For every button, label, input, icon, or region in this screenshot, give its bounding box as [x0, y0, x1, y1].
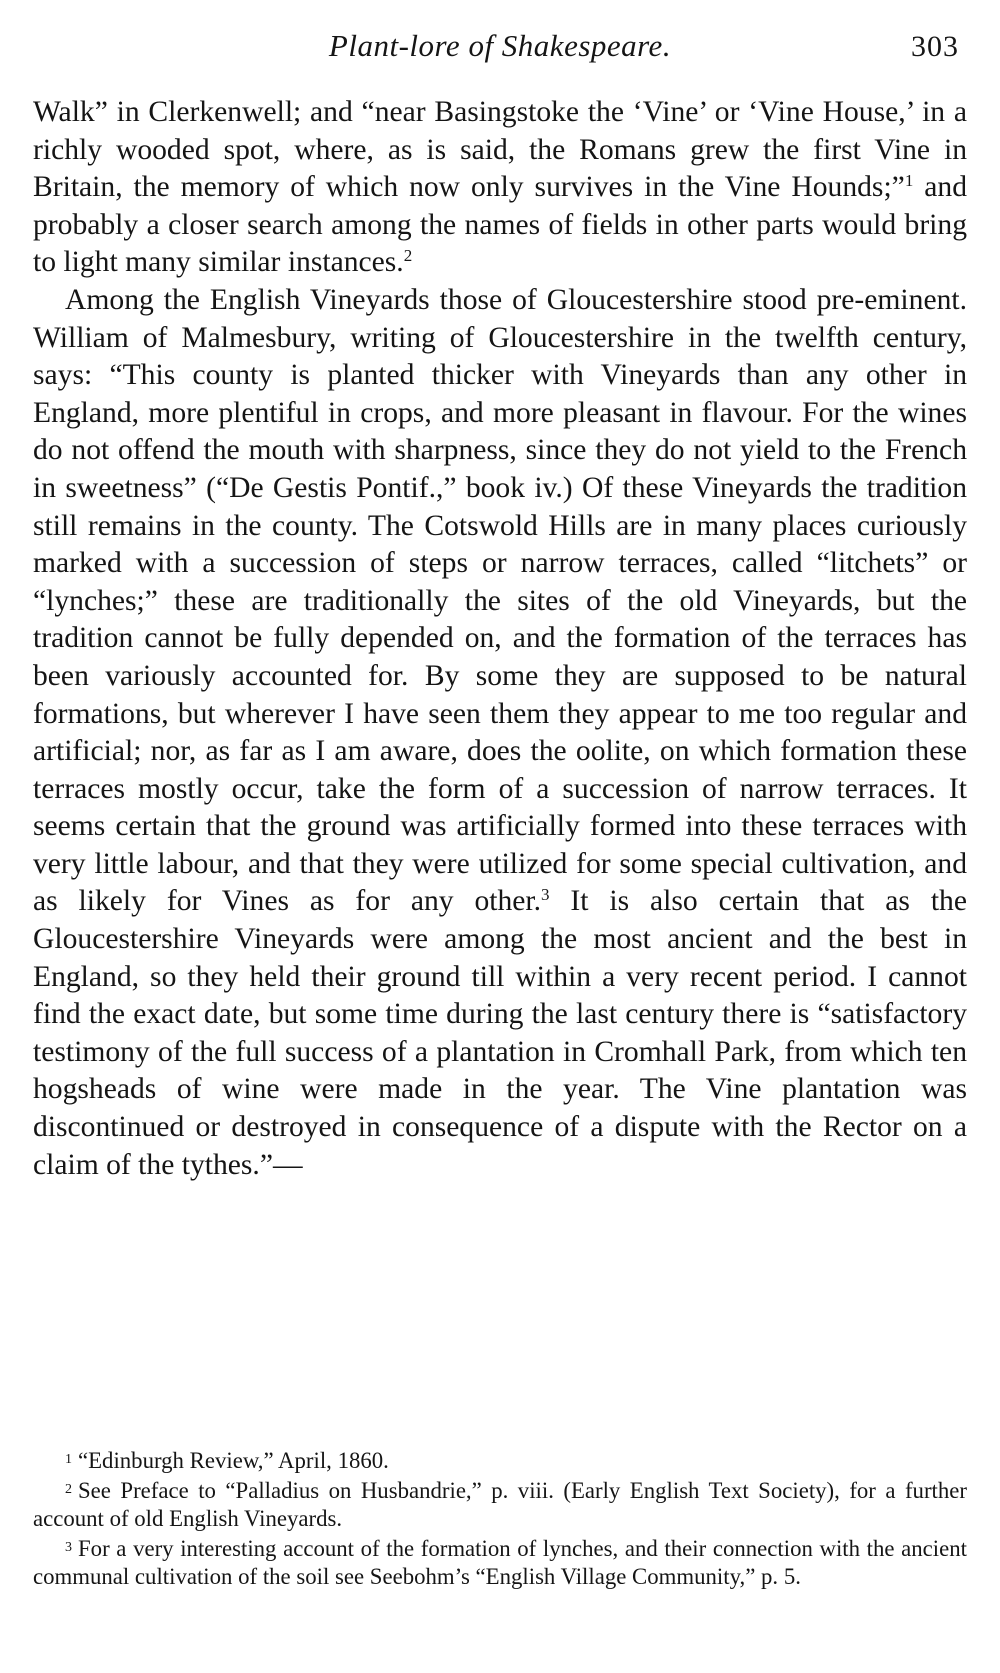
footnote-3	[33, 1534, 967, 1592]
paragraph-continuation	[33, 94, 967, 282]
footnote-1	[33, 1446, 967, 1476]
footnote-2-mark: 2	[65, 1481, 72, 1497]
paragraph-1-text-a: Walk” in Clerkenwell; and “near Basingstoke the ‘Vine’ or ‘Vine House,’ in a richly wooded spot, where, as is said, the Romans grew the first Vine in Britain, the memory of which now only survives in the Vine Hounds;”	[33, 96, 967, 204]
footnote-1-mark: 1	[65, 1452, 72, 1467]
footnote-3-mark: 3	[65, 1539, 72, 1555]
footnote-2	[33, 1476, 967, 1534]
footnote-ref-1: 1	[904, 171, 914, 191]
footnote-3-text: For a very interesting account of the formation of lynches, and their connection with the ancient communal cultivation of the soil see Seebohm’s “English Village Community,” p. 5.	[33, 1535, 967, 1589]
footnotes	[33, 1446, 967, 1592]
footnote-2-text: See Preface to “Palladius on Husbandrie,” p. viii. (Early English Text Society), for a further account of old English Vineyards.	[33, 1477, 967, 1531]
page-header	[33, 28, 967, 72]
footnote-1-text: “Edinburgh Review,” April, 1860.	[78, 1448, 389, 1473]
page-number: 303	[911, 30, 959, 63]
paragraph-2-text-a: Among the English Vineyards those of Gloucestershire stood pre-eminent. William of Malmesbury, writing of Gloucestershire in the twelfth century, says: “This county is planted thicker with Vineyards than any other in England, more plentiful in crops, and more pleasant in flavour. For the wines do not offend the mouth with sharpness, since they do not yield to the French in sweetness” (“De Gestis Pontif.,” book iv.) Of these Vineyards the tradition still remains in the county. The Cotswold Hills are in many places curiously marked with a succession of steps or narrow terraces, called “litchets” or “lynches;” these are traditionally the sites of the old Vineyards, but the tradition cannot be fully depended on, and the formation of the terraces has been variously accounted for. By some they are supposed to be natural formations, but wherever I have seen them they appear to me too regular and artificial; nor, as far as I am aware, does the oolite, on which formation these terraces mostly occur, take the form of a succession of narrow terraces. It seems certain that the ground was artificially formed into these terraces with very little labour, and that they were utilized for some special cultivation, and as likely for Vines as for any other.	[33, 283, 967, 918]
paragraph-2-text-b: It is also certain that as the Gloucestershire Vineyards were among the most ancient and the best in England, so they held their ground till within a very recent period. I cannot find the exact date, but some time during the last century there is “satisfactory testimony of the full success of a plantation in Cromhall Park, from which ten hogsheads of wine were made in the year. The Vine plantation was discontinued or destroyed in consequence of a dispute with the Rector on a claim of the tythes.”—	[33, 885, 967, 1181]
body-text	[33, 94, 967, 1184]
paragraph-gloucestershire	[33, 282, 967, 1184]
footnote-ref-3: 3	[541, 885, 550, 905]
running-title: Plant-lore of Shakespeare.	[328, 28, 672, 63]
footnote-ref-2: 2	[403, 246, 413, 266]
paragraph-1-text-b: and probably a closer search among the names of fields in other parts would bring to light many similar instances.	[33, 171, 967, 279]
